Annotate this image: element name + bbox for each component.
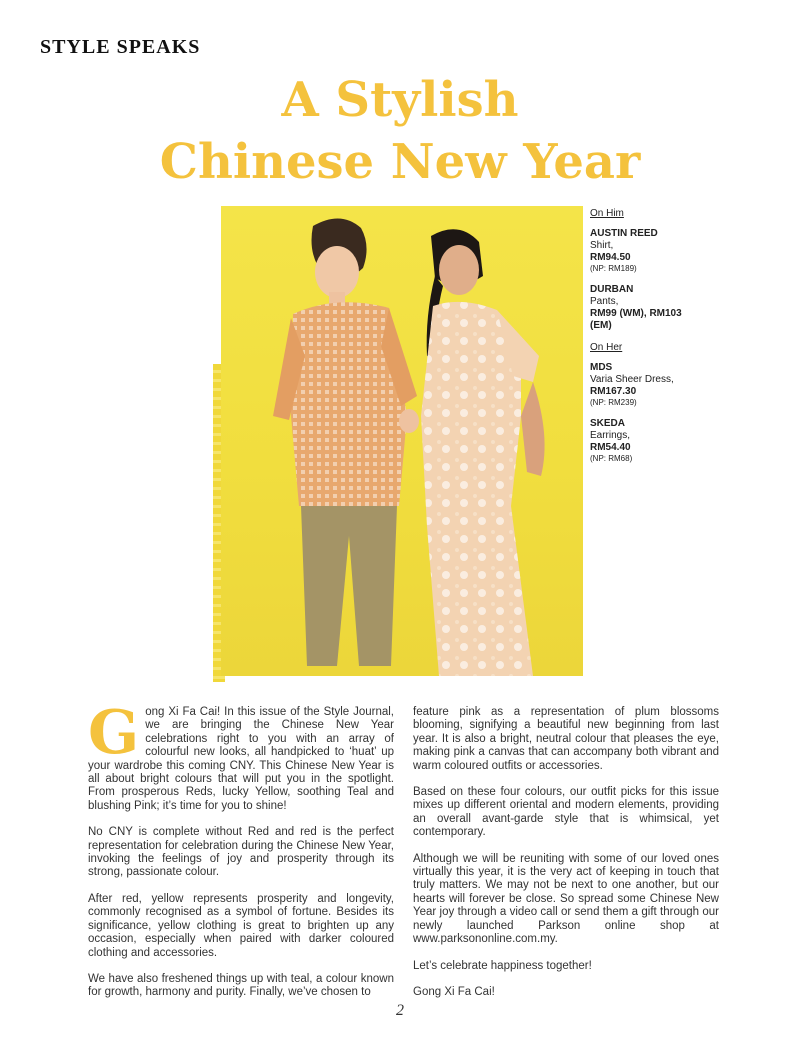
credit-normal-price: (NP: RM189) bbox=[590, 264, 637, 273]
credit-brand: AUSTIN REED bbox=[590, 228, 658, 239]
article-paragraph: No CNY is complete without Red and red is the perfect representation for celebration during the Chinese New Year, invoking the feelings of joy and prosperity through its strong, passionate colour. bbox=[88, 826, 394, 879]
section-label: STYLE SPEAKS bbox=[40, 36, 201, 58]
male-model bbox=[273, 218, 419, 666]
credit-item bbox=[590, 418, 700, 464]
photo-canvas bbox=[221, 206, 583, 676]
article-paragraph: feature pink as a representation of plum blossoms blooming, signifying a beautiful new beginning from last year. It is also a bright, neutral colour that pleases the eye, making pink a canvas that can accompany both vibrant and warm coloured outfits or accessories. bbox=[413, 706, 719, 772]
credit-item-name: Shirt, bbox=[590, 240, 614, 251]
article-paragraph bbox=[88, 698, 394, 813]
credit-normal-price: (NP: RM239) bbox=[590, 398, 637, 407]
page-number: 2 bbox=[396, 1002, 404, 1019]
credit-normal-price: (NP: RM68) bbox=[590, 454, 633, 463]
page-title-line-1: A Stylish bbox=[281, 72, 519, 128]
article-paragraph-text: ong Xi Fa Cai! In this issue of the Style Journal, we are bringing the Chinese New Year celebrations right to you with an array of colourful new looks, all handpicked to ‘huat’ up your wardrobe this coming CNY. This Chinese New Year is all about bright colours that will put you in the spotlight. From prosperous Reds, lucky Yellow, soothing Teal and blushing Pink; it’s time for you to shine! bbox=[88, 706, 394, 812]
credit-brand: MDS bbox=[590, 362, 613, 373]
credit-price: RM54.40 bbox=[590, 442, 631, 453]
article-paragraph: Although we will be reuniting with some of our loved ones virtually this year, it is the very act of keeping in touch that truly matters. We may not be next to one another, but our hearts will forever be close. So spread some Chinese New Year joy through a video call or send them a gift through our newly launched Parkson online shop at www.parksononline.com.my. bbox=[413, 852, 719, 946]
credits-heading-him: On Him bbox=[590, 208, 624, 219]
credit-item bbox=[590, 362, 700, 408]
article-paragraph: Gong Xi Fa Cai! bbox=[413, 985, 495, 998]
drop-cap: G bbox=[88, 698, 140, 768]
credit-item bbox=[590, 284, 700, 332]
credit-price: RM167.30 bbox=[590, 386, 637, 397]
female-model bbox=[421, 229, 545, 676]
models-illustration bbox=[221, 206, 583, 676]
credit-brand: SKEDA bbox=[590, 418, 626, 429]
article-column-right bbox=[413, 706, 719, 1012]
credit-price: RM94.50 bbox=[590, 252, 631, 263]
article-paragraph: Based on these four colours, our outfit picks for this issue mixes up different oriental and modern elements, providing an overall avant-garde style that is whimsical, yet contemporary. bbox=[413, 786, 719, 839]
credit-price: RM99 (WM), RM103 (EM) bbox=[590, 308, 682, 331]
fashion-photo bbox=[213, 206, 583, 682]
credits-heading-her: On Her bbox=[590, 342, 623, 353]
article-paragraph: We have also freshened things up with teal, a colour known for growth, harmony and purity. Finally, we’ve chosen to bbox=[88, 972, 394, 999]
article-paragraph: After red, yellow represents prosperity and longevity, commonly recognised as a symbol of fortune. Besides its significance, yellow clothing is great to brighten up any occasion, especially when paired with darker coloured clothing and accessories. bbox=[88, 892, 394, 959]
credit-item bbox=[590, 228, 700, 274]
article-column-left bbox=[88, 698, 394, 1013]
article-paragraph: Let’s celebrate happiness together! bbox=[413, 959, 592, 972]
outfit-credits bbox=[590, 208, 700, 474]
credit-item-name: Pants, bbox=[590, 296, 619, 307]
credit-item-name: Earrings, bbox=[590, 430, 631, 441]
credit-item-name: Varia Sheer Dress, bbox=[590, 374, 674, 385]
page-title-line-2: Chinese New Year bbox=[159, 134, 641, 190]
credit-brand: DURBAN bbox=[590, 284, 634, 295]
